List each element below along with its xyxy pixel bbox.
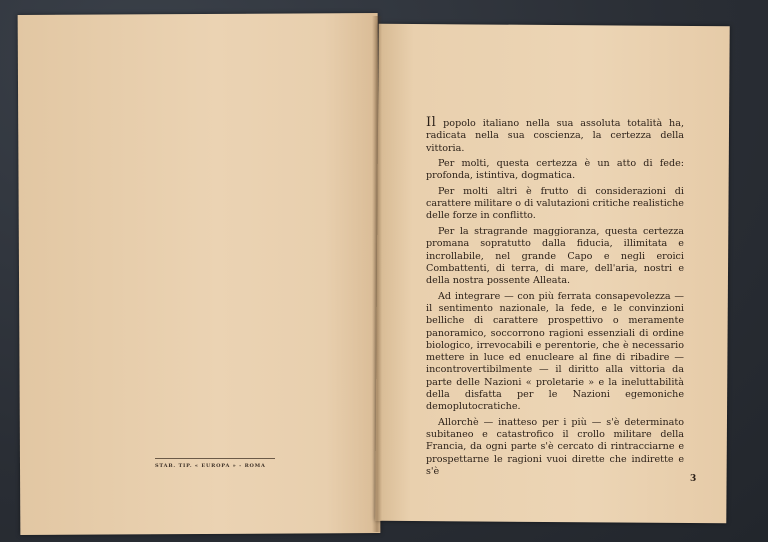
paragraph-2: Per molti, questa certezza è un atto di fede: profonda, istintiva, dogmatica.: [426, 158, 684, 182]
page-number: 3: [690, 474, 697, 484]
drop-cap: Il: [426, 115, 437, 130]
paragraph-5: Ad integrare — con più ferrata consapevolezza — il sentimento nazionale, la fede, e le convinzioni belliche di carattere prospettivo o meramente panoramico, soccorrono ragioni essenziali di ordine biologico, irrevocabili e perentorie, che è necessario mettere in luce ed enucleare al fine di ribadire — incontrovertibilmente — il diritto alla vittoria da parte delle Nazioni « proletarie » e la ineluttabilità della disfatta per le Nazioni egemoniche demoplutocratiche.: [426, 290, 684, 413]
paragraph-3: Per molti altri è frutto di considerazioni di carattere militare o di valutazioni critiche realistiche delle forze in conflitto.: [426, 185, 684, 222]
left-page: [18, 13, 381, 535]
paragraph-4: Per la stragrande maggioranza, questa certezza promana sopratutto dalla fiducia, illimitata e incrollabile, nel grande Capo e negli eroici Combattenti, di terra, di mare, dell'aria, nostri e della nostra possente Alleata.: [426, 225, 684, 287]
paragraph-6: Allorchè — inatteso per i più — s'è determinato subitaneo e catastrofico il crollo militare della Francia, da ogni parte s'è cercato di rintracciarne e prospettarne le ragioni vuoi dirette che indirette e s'è: [426, 416, 684, 477]
book-gutter: [372, 16, 382, 532]
printer-imprint: STAB. TIP. « EUROPA » - ROMA: [155, 458, 275, 469]
paragraph-1: Il popolo italiano nella sua assoluta totalità ha, radicata nella sua coscienza, la certezza della vittoria.: [426, 115, 684, 154]
body-text: [426, 117, 684, 481]
